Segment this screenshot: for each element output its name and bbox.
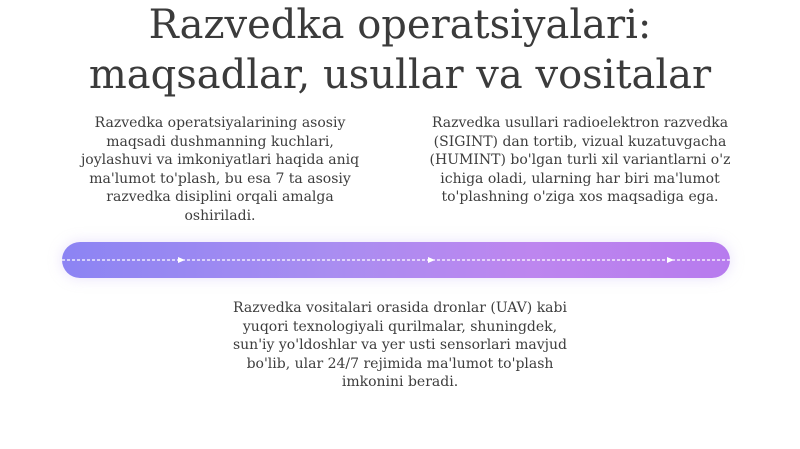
arrow-icon [428, 257, 435, 263]
arrow-icon [178, 257, 185, 263]
goals-paragraph [70, 114, 370, 226]
tools-line: imkonini beradi. [341, 374, 459, 391]
goals-line: ma'lumot to'plash, bu esa 7 ta asosiy [89, 170, 351, 187]
tools-line: Razvedka vositalari orasida dronlar (UAV) kabi [233, 300, 567, 316]
title-line-1: Razvedka operatsiyalari: [148, 2, 652, 48]
methods-line: Razvedka usullari radioelektron razvedka [431, 115, 729, 131]
title-line-2: maqsadlar, usullar va vositalar [88, 52, 712, 98]
tools-line: bo'lib, ular 24/7 rejimida ma'lumot to'plash [246, 355, 554, 372]
goals-line: joylashuvi va imkoniyatlari haqida aniq [80, 152, 360, 169]
methods-line: ichiga oladi, ularning har biri ma'lumot [440, 170, 720, 187]
page-title [0, 0, 800, 100]
goals-line: maqsadi dushmanning kuchlari, [106, 133, 334, 150]
arrow-icon [667, 257, 674, 263]
goals-line: oshiriladi. [184, 207, 256, 224]
timeline-bar [62, 242, 730, 278]
methods-line: to'plashning o'ziga xos maqsadiga ega. [441, 189, 719, 206]
methods-paragraph [425, 114, 735, 207]
goals-line: Razvedka operatsiyalarining asosiy [94, 115, 346, 131]
tools-line: yuqori texnologiyali qurilmalar, shuningdek, [242, 318, 558, 335]
timeline-arrows [62, 242, 730, 278]
methods-line: (SIGINT) dan tortib, vizual kuzatuvgacha [433, 133, 727, 150]
tools-paragraph [225, 299, 575, 392]
tools-line: sun'iy yo'ldoshlar va yer usti sensorlari mavjud [232, 337, 567, 354]
methods-line: (HUMINT) bo'lgan turli xil variantlarni o'z [429, 152, 731, 169]
goals-line: razvedka disiplini orqali amalga [106, 189, 334, 206]
